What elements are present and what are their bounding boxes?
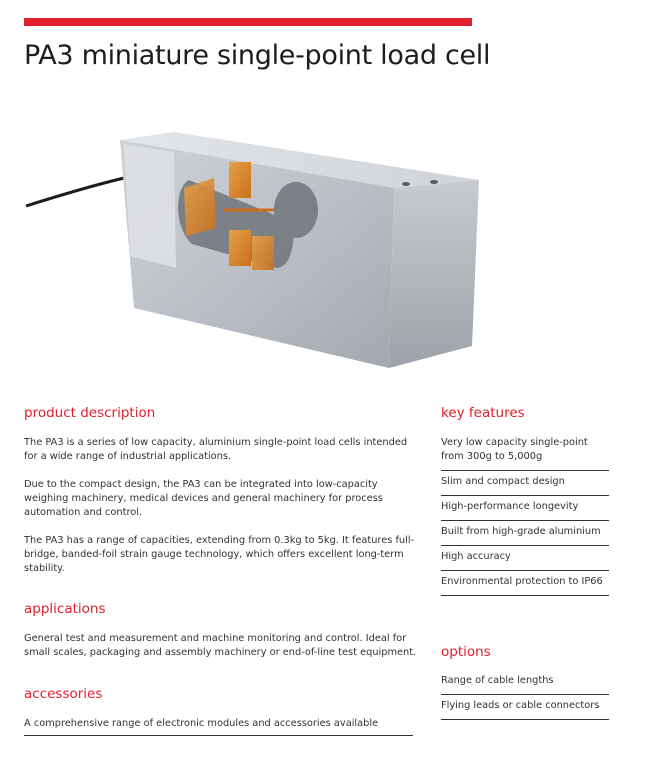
key-features-heading: key features: [441, 405, 525, 421]
product-description-paragraph-1: The PA3 is a series of low capacity, aluminium single-point load cells intended for a wide range of industrial applications.: [24, 437, 408, 462]
option-item: Range of cable lengths: [441, 670, 609, 695]
accessories-divider: [24, 735, 413, 736]
key-feature-item: Slim and compact design: [441, 471, 609, 496]
key-feature-item: High-performance longevity: [441, 496, 609, 521]
options-list: [441, 670, 609, 720]
applications-heading: applications: [24, 601, 106, 617]
applications-text: General test and measurement and machine monitoring and control. Ideal for small scales, packaging and assembly machinery or end-of-line test equipment.: [24, 633, 417, 658]
key-features-list: [441, 432, 609, 596]
product-description-paragraph-2: Due to the compact design, the PA3 can be integrated into low-capacity weighing machinery, medical devices and general machinery for process automation and control.: [24, 479, 383, 518]
product-description-heading: product description: [24, 405, 156, 421]
load-cell-image: [24, 118, 494, 383]
key-feature-item: Environmental protection to IP66: [441, 571, 609, 596]
brand-accent-bar: [24, 18, 472, 26]
accessories-text: A comprehensive range of electronic modules and accessories available: [24, 718, 379, 729]
option-item: Flying leads or cable connectors: [441, 695, 609, 720]
key-feature-item: High accuracy: [441, 546, 609, 571]
accessories-heading: accessories: [24, 686, 103, 702]
product-description-paragraph-3: The PA3 has a range of capacities, extending from 0.3kg to 5kg. It features full-bridge, banded-foil strain gauge technology, which offers excellent long-term stability.: [24, 535, 415, 574]
options-heading: options: [441, 644, 491, 660]
key-feature-item: Very low capacity single-point from 300g to 5,000g: [441, 432, 609, 471]
key-feature-item: Built from high-grade aluminium: [441, 521, 609, 546]
page-title: PA3 miniature single-point load cell: [24, 40, 491, 71]
